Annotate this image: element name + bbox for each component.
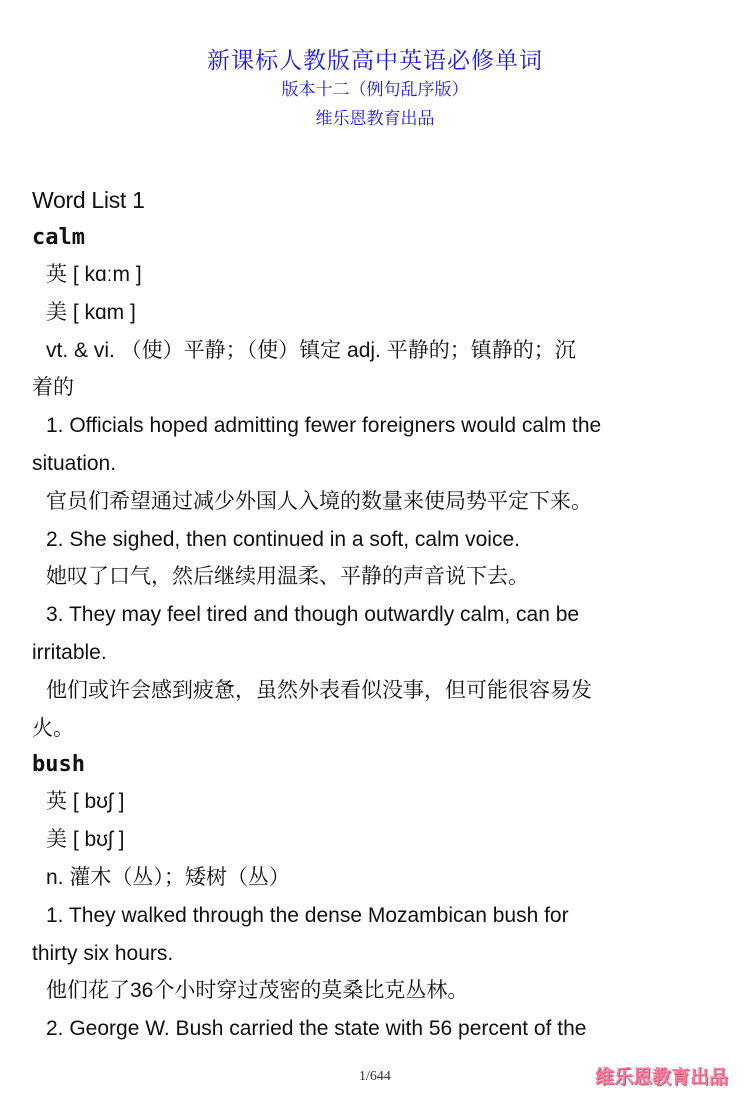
example-en: 3. They may feel tired and though outwardly calm, can be [46, 603, 580, 627]
definition-continued: 着的 [32, 376, 74, 400]
document-header [0, 44, 750, 134]
word-list-title: Word List 1 [32, 187, 145, 213]
us-pronunciation: 美 [ bʊʃ ] [46, 828, 125, 852]
example-zh: 她叹了口气，然后继续用温柔、平静的声音说下去。 [46, 565, 529, 589]
word-list-content [32, 180, 722, 1048]
document-subtitle: 版本十二（例句乱序版） [281, 80, 469, 99]
page-number: 1/644 [359, 1069, 391, 1084]
example-en: 1. They walked through the dense Mozambican bush for [46, 903, 569, 927]
example-en-continued: thirty six hours. [32, 941, 174, 965]
us-pronunciation: 美 [ kɑm ] [46, 300, 136, 324]
example-zh: 他们或许会感到疲惫，虽然外表看似没事，但可能很容易发 [46, 678, 592, 702]
example-zh: 他们花了36个小时穿过茂密的莫桑比克丛林。 [46, 979, 469, 1003]
definition: vt. & vi. （使）平静；（使）镇定 adj. 平静的；镇静的；沉 [46, 338, 576, 362]
example-en-continued: irritable. [32, 640, 107, 664]
definition: n. 灌木（丛）；矮树（丛） [46, 865, 290, 889]
uk-pronunciation: 英 [ bʊʃ ] [46, 790, 125, 814]
headword: bush [32, 752, 85, 778]
example-zh: 官员们希望通过减少外国人入境的数量来使局势平定下来。 [46, 489, 592, 513]
example-zh-continued: 火。 [32, 716, 74, 740]
entry-calm [32, 220, 722, 747]
headword: calm [32, 225, 85, 250]
example-en: 2. George W. Bush carried the state with 56 percent of the [46, 1017, 587, 1041]
entry-bush [32, 747, 722, 1048]
publisher-line: 维乐恩教育出品 [315, 109, 435, 128]
example-en-continued: situation. [32, 451, 117, 475]
document-title: 新课标人教版高中英语必修单词 [207, 47, 543, 73]
example-en: 1. Officials hoped admitting fewer foreigners would calm the [46, 414, 602, 438]
watermark-logo: 维乐恩教育出品 [594, 1067, 728, 1088]
uk-pronunciation: 英 [ kɑːm ] [46, 263, 142, 286]
example-en: 2. She sighed, then continued in a soft, calm voice. [46, 527, 520, 551]
